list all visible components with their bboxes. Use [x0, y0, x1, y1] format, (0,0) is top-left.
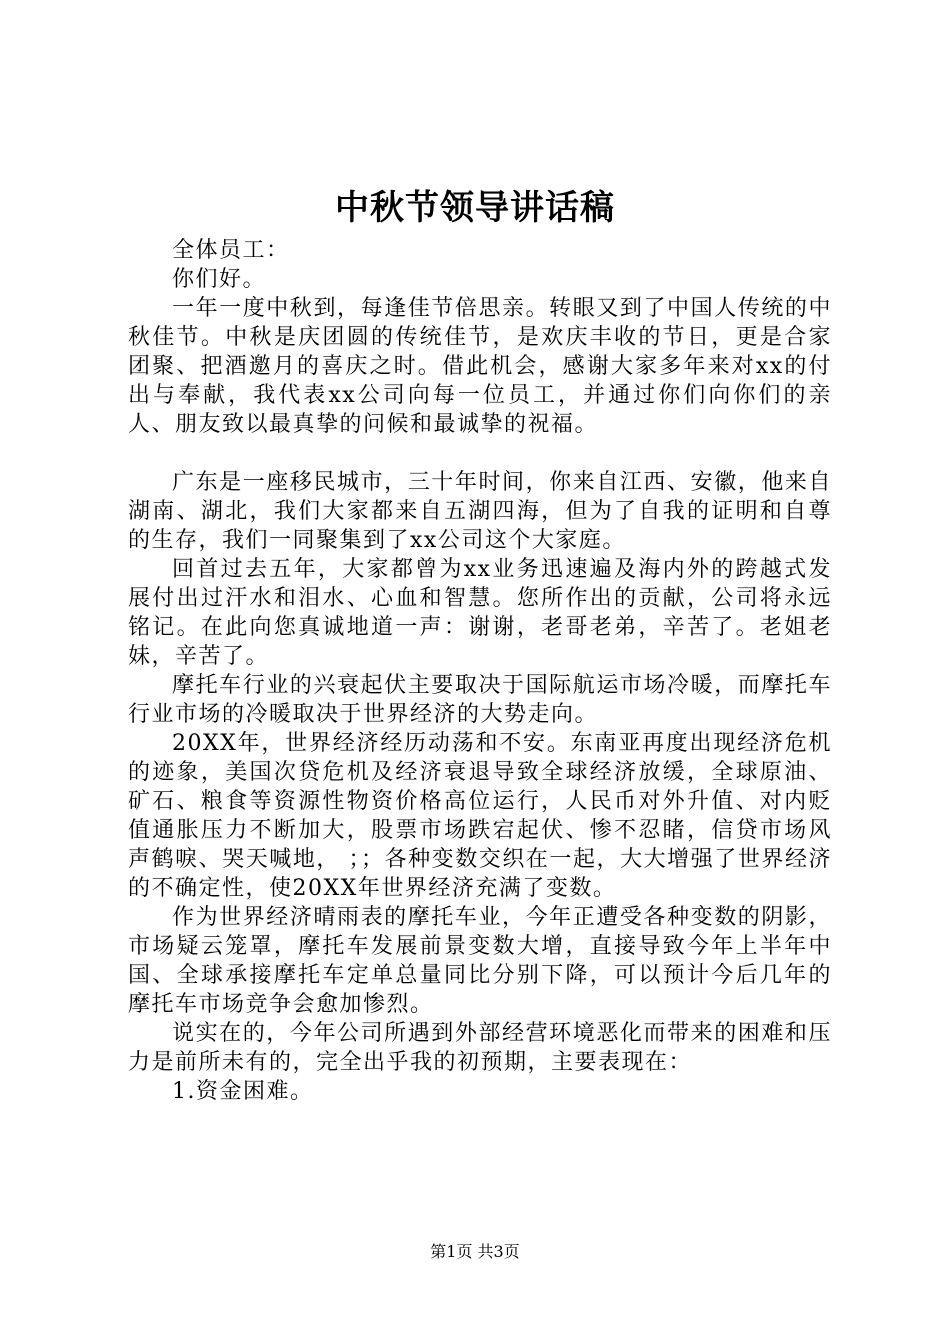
paragraph: 作为世界经济晴雨表的摩托车业，今年正遭受各种变数的阴影，市场疑云笼罩，摩托车发展前景变数大增，直接导致今年上半年中国、全球承接摩托车定单总量同比分别下降，可以预计今后几年的摩托车市场竞争会愈加惨烈。 — [128, 905, 832, 1017]
page-footer: 第1页 共3页 — [430, 1242, 520, 1261]
document-body — [128, 236, 832, 1106]
paragraph: 摩托车行业的兴衰起伏主要取决于国际航运市场冷暖，而摩托车行业市场的冷暖取决于世界经济的大势走向。 — [128, 673, 832, 727]
greeting: 你们好。 — [172, 267, 267, 292]
paragraph: 说实在的，今年公司所遇到外部经营环境恶化而带来的困难和压力是前所未有的，完全出乎我的初预期，主要表现在： — [128, 1021, 832, 1075]
list-item: 1.资金困难。 — [172, 1079, 314, 1104]
salutation: 全体员工： — [172, 238, 290, 263]
paragraph: 回首过去五年，大家都曾为xx业务迅速遍及海内外的跨越式发展付出过汗水和泪水、心血和智慧。您所作出的贡献，公司将永远铭记。在此向您真诚地道一声：谢谢，老哥老弟，辛苦了。老姐老妹，辛苦了。 — [128, 557, 832, 669]
document-title: 中秋节领导讲话稿 — [335, 188, 615, 228]
paragraph: 一年一度中秋到，每逢佳节倍思亲。转眼又到了中国人传统的中秋佳节。中秋是庆团圆的传统佳节，是欢庆丰收的节日，更是合家团聚、把酒邀月的喜庆之时。借此机会，感谢大家多年来对xx的付出与奉献，我代表xx公司向每一位员工，并通过你们向你们的亲人、朋友致以最真挚的问候和最诚挚的祝福。 — [128, 296, 832, 437]
paragraph: 20XX年，世界经济经历动荡和不安。东南亚再度出现经济危机的迹象，美国次贷危机及经济衰退导致全球经济放缓，全球原油、矿石、粮食等资源性物资价格高位运行，人民币对外升值、对内贬值通胀压力不断加大，股票市场跌宕起伏、惨不忍睹，信贷市场风声鹤唳、哭天喊地， ；；各种变数交织在一起，大大增强了世界经济的不确定性，使20XX年世界经济充满了变数。 — [128, 731, 832, 901]
paragraph: 广东是一座移民城市，三十年时间，你来自江西、安徽，他来自湖南、湖北，我们大家都来自五湖四海，但为了自我的证明和自尊的生存，我们一同聚集到了xx公司这个大家庭。 — [128, 470, 832, 553]
